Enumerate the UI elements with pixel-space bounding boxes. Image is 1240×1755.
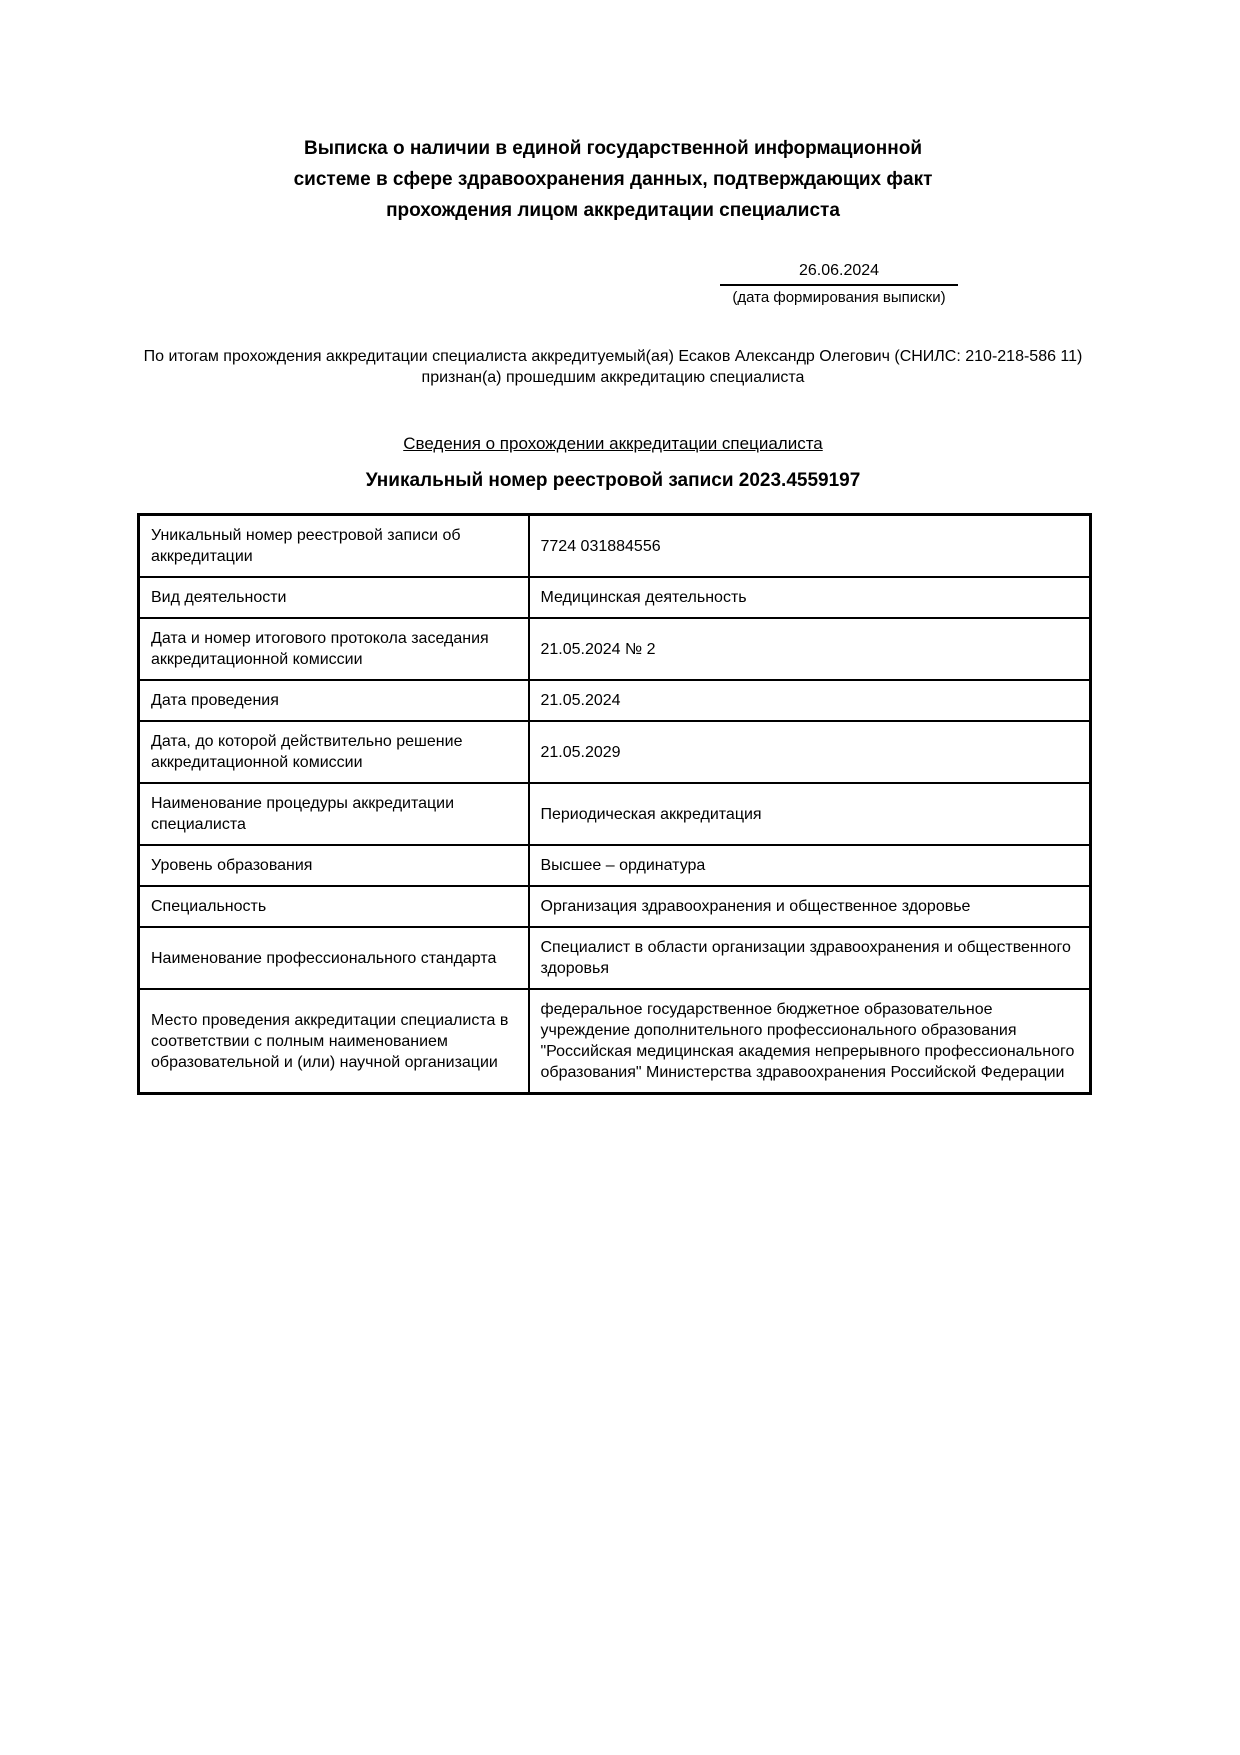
title-line: системе в сфере здравоохранения данных, подтверждающих факт [293, 169, 933, 190]
row-label: Наименование профессионального стандарта [139, 927, 529, 989]
row-value: Организация здравоохранения и общественное здоровье [529, 886, 1091, 927]
row-value: Высшее – ординатура [529, 845, 1091, 886]
row-label: Наименование процедуры аккредитации специалиста [139, 783, 529, 845]
table-row [139, 680, 1091, 721]
row-label: Дата проведения [139, 680, 529, 721]
table-row [139, 783, 1091, 845]
row-label: Специальность [139, 886, 529, 927]
table-row [139, 845, 1091, 886]
row-value: 21.05.2024 [529, 680, 1091, 721]
table-row [139, 618, 1091, 680]
extract-date-caption: (дата формирования выписки) [732, 289, 946, 306]
table-row [139, 886, 1091, 927]
accreditation-table-body [139, 515, 1091, 1094]
title-line: Выписка о наличии в единой государственной информационной [303, 138, 923, 159]
row-label: Дата и номер итогового протокола заседания аккредитационной комиссии [139, 618, 529, 680]
table-row [139, 927, 1091, 989]
row-label: Вид деятельности [139, 577, 529, 618]
title-line: прохождения лицом аккредитации специалиста [386, 200, 840, 221]
registry-number-heading: Уникальный номер реестровой записи 2023.4559197 [365, 470, 861, 491]
row-value: федеральное государственное бюджетное образовательное учреждение дополнительного профессионального образования "Российская медицинская академия непрерывного профессионального образования" Министерства здравоохранения Российской Федерации [529, 989, 1091, 1094]
table-row [139, 515, 1091, 578]
document-title [137, 0, 1089, 226]
row-label: Уникальный номер реестровой записи об аккредитации [139, 515, 529, 578]
table-row [139, 577, 1091, 618]
row-value: Специалист в области организации здравоохранения и общественного здоровья [529, 927, 1091, 989]
row-value: 21.05.2024 № 2 [529, 618, 1091, 680]
row-label: Дата, до которой действительно решение аккредитационной комиссии [139, 721, 529, 783]
row-value: Периодическая аккредитация [529, 783, 1091, 845]
section-heading: Сведения о прохождении аккредитации специалиста [403, 434, 823, 453]
row-value: Медицинская деятельность [529, 577, 1091, 618]
intro-paragraph: По итогам прохождения аккредитации специалиста аккредитуемый(ая) Есаков Александр Олегович (СНИЛС: 210-218-586 11) признан(а) прошедшим аккредитацию специалиста [143, 348, 1083, 386]
extract-date: 26.06.2024 [720, 262, 958, 286]
row-value: 7724 031884556 [529, 515, 1091, 578]
document-content [137, 0, 1089, 1095]
extract-date-block [720, 262, 958, 306]
row-value: 21.05.2029 [529, 721, 1091, 783]
row-label: Уровень образования [139, 845, 529, 886]
table-row [139, 989, 1091, 1094]
table-row [139, 721, 1091, 783]
accreditation-table [137, 513, 1092, 1095]
row-label: Место проведения аккредитации специалиста в соответствии с полным наименованием образовательной и (или) научной организации [139, 989, 529, 1094]
